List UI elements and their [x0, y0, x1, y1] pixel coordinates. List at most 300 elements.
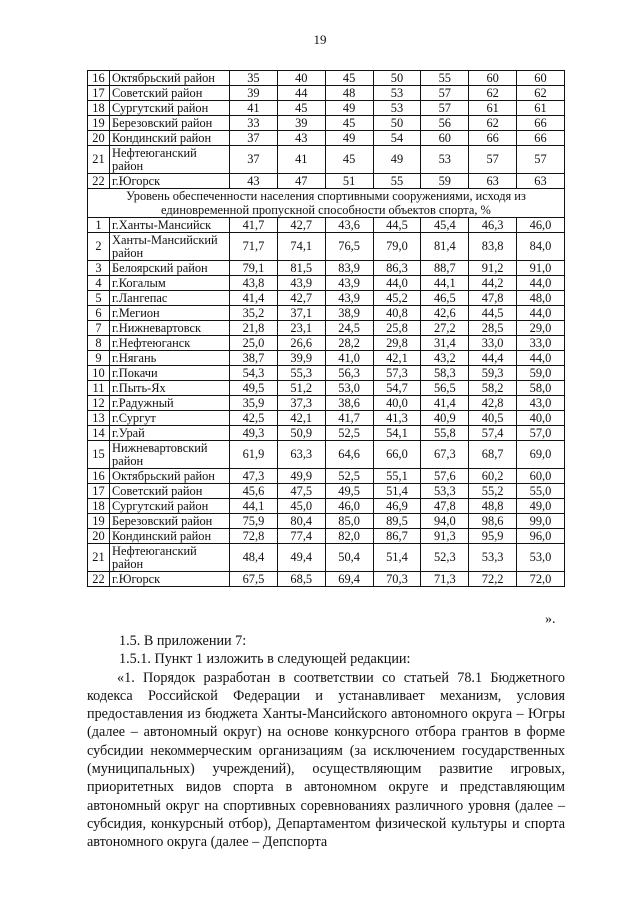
row-value: 45 [277, 101, 325, 116]
row-value: 79,1 [230, 261, 278, 276]
page-number: 19 [313, 32, 327, 47]
row-value: 53,0 [517, 544, 565, 572]
row-value: 57 [421, 101, 469, 116]
row-name: г.Нефтеюганск [110, 336, 230, 351]
row-value: 43,9 [277, 276, 325, 291]
table-row [88, 572, 565, 587]
row-value: 81,4 [421, 233, 469, 261]
row-value: 33 [230, 116, 278, 131]
row-value: 41,0 [325, 351, 373, 366]
table-row [88, 484, 565, 499]
row-value: 39 [230, 86, 278, 101]
row-value: 45,0 [277, 499, 325, 514]
row-value: 62 [469, 86, 517, 101]
row-value: 42,8 [469, 396, 517, 411]
row-value: 25,0 [230, 336, 278, 351]
row-value: 82,0 [325, 529, 373, 544]
row-value: 61 [469, 101, 517, 116]
row-value: 91,3 [421, 529, 469, 544]
row-name: г.Ханты-Мансийск [110, 218, 230, 233]
row-value: 96,0 [517, 529, 565, 544]
table-row [88, 174, 565, 189]
row-value: 53,0 [325, 381, 373, 396]
row-value: 53,3 [421, 484, 469, 499]
row-value: 72,0 [517, 572, 565, 587]
row-name: Сургутский район [110, 101, 230, 116]
row-value: 50 [373, 71, 421, 86]
row-number: 22 [88, 572, 110, 587]
row-value: 41,7 [230, 218, 278, 233]
row-value: 26,6 [277, 336, 325, 351]
row-name: г.Пыть-Ях [110, 381, 230, 396]
row-value: 99,0 [517, 514, 565, 529]
row-number: 20 [88, 131, 110, 146]
row-number: 18 [88, 101, 110, 116]
row-value: 69,0 [517, 441, 565, 469]
row-number: 17 [88, 484, 110, 499]
row-number: 15 [88, 441, 110, 469]
row-value: 37 [230, 146, 278, 174]
body-paragraph: «1. Порядок разработан в соответствии со статьей 78.1 Бюджетного кодекса Российской Федерации и устанавливает механизм, условия предоставления из бюджета Ханты-Мансийского автономного округа – Югры (далее – автономный округ) на основе конкурсного отбора грантов в форме субсидии некоммерческим организациям (за исключением государственных (муниципальных) учреждений), осуществляющим развитие игровых, приоритетных видов спорта в автономном округе и представляющим автономный округ на спортивных соревнованиях различного уровня (далее – субсидия, конкурсный отбор), Департаментом физической культуры и спорта автономного округа (далее – Депспорта [87, 669, 565, 851]
row-value: 45 [325, 71, 373, 86]
closing-quote: ». [545, 612, 556, 627]
row-value: 46,5 [421, 291, 469, 306]
row-value: 42,5 [230, 411, 278, 426]
row-value: 68,7 [469, 441, 517, 469]
row-name: Нефтеюганский район [110, 146, 230, 174]
row-value: 71,7 [230, 233, 278, 261]
table-row [88, 396, 565, 411]
row-value: 84,0 [517, 233, 565, 261]
row-value: 61,9 [230, 441, 278, 469]
row-number: 18 [88, 499, 110, 514]
row-name: Кондинский район [110, 529, 230, 544]
table-row [88, 529, 565, 544]
row-value: 53 [373, 86, 421, 101]
row-value: 28,5 [469, 321, 517, 336]
row-value: 24,5 [325, 321, 373, 336]
row-value: 21,8 [230, 321, 278, 336]
row-value: 86,7 [373, 529, 421, 544]
row-value: 55,8 [421, 426, 469, 441]
row-name: г.Урай [110, 426, 230, 441]
row-value: 44,0 [517, 276, 565, 291]
row-value: 49,9 [277, 469, 325, 484]
table-row [88, 411, 565, 426]
row-value: 60,2 [469, 469, 517, 484]
row-value: 95,9 [469, 529, 517, 544]
row-value: 44,0 [517, 306, 565, 321]
row-value: 91,0 [517, 261, 565, 276]
table-row [88, 426, 565, 441]
row-name: Октябрьский район [110, 469, 230, 484]
row-value: 43,2 [421, 351, 469, 366]
table-row [88, 469, 565, 484]
row-value: 55,2 [469, 484, 517, 499]
table-row [88, 321, 565, 336]
table-row [88, 381, 565, 396]
row-name: г.Мегион [110, 306, 230, 321]
row-value: 33,0 [517, 336, 565, 351]
row-number: 19 [88, 116, 110, 131]
row-value: 43,6 [325, 218, 373, 233]
row-value: 44,1 [421, 276, 469, 291]
row-value: 45,2 [373, 291, 421, 306]
row-name: Нижневартовский район [110, 441, 230, 469]
table-row [88, 261, 565, 276]
row-value: 25,8 [373, 321, 421, 336]
row-number: 2 [88, 233, 110, 261]
row-value: 37,1 [277, 306, 325, 321]
table-section [88, 189, 565, 218]
row-value: 57,6 [421, 469, 469, 484]
row-name: Ханты-Мансийский район [110, 233, 230, 261]
row-value: 44,1 [230, 499, 278, 514]
row-value: 48,8 [469, 499, 517, 514]
row-value: 63 [469, 174, 517, 189]
row-value: 56,3 [325, 366, 373, 381]
row-number: 7 [88, 321, 110, 336]
row-value: 42,1 [373, 351, 421, 366]
row-number: 9 [88, 351, 110, 366]
row-value: 49,3 [230, 426, 278, 441]
row-value: 41,7 [325, 411, 373, 426]
row-value: 56,5 [421, 381, 469, 396]
row-number: 16 [88, 71, 110, 86]
row-name: Нефтеюганский район [110, 544, 230, 572]
table-row [88, 218, 565, 233]
row-value: 46,0 [325, 499, 373, 514]
row-value: 43,0 [517, 396, 565, 411]
row-value: 40,0 [517, 411, 565, 426]
table-row [88, 544, 565, 572]
row-value: 35 [230, 71, 278, 86]
row-value: 83,9 [325, 261, 373, 276]
row-value: 57,3 [373, 366, 421, 381]
row-value: 37,3 [277, 396, 325, 411]
row-number: 17 [88, 86, 110, 101]
row-value: 40,9 [421, 411, 469, 426]
table-row [88, 116, 565, 131]
row-value: 39 [277, 116, 325, 131]
row-value: 55 [421, 71, 469, 86]
table-row [88, 306, 565, 321]
row-value: 41 [230, 101, 278, 116]
row-name: г.Лангепас [110, 291, 230, 306]
row-value: 75,9 [230, 514, 278, 529]
row-number: 20 [88, 529, 110, 544]
row-value: 49 [325, 131, 373, 146]
row-value: 67,5 [230, 572, 278, 587]
row-value: 43 [230, 174, 278, 189]
row-value: 52,5 [325, 426, 373, 441]
row-value: 46,0 [517, 218, 565, 233]
row-value: 53 [421, 146, 469, 174]
row-value: 81,5 [277, 261, 325, 276]
row-value: 49,4 [277, 544, 325, 572]
row-value: 27,2 [421, 321, 469, 336]
row-value: 29,0 [517, 321, 565, 336]
row-value: 44,0 [373, 276, 421, 291]
row-value: 35,9 [230, 396, 278, 411]
row-value: 55,3 [277, 366, 325, 381]
row-value: 57 [421, 86, 469, 101]
row-value: 63,3 [277, 441, 325, 469]
row-value: 69,4 [325, 572, 373, 587]
row-name: г.Югорск [110, 174, 230, 189]
table-row [88, 101, 565, 116]
row-value: 66,0 [373, 441, 421, 469]
row-value: 49,0 [517, 499, 565, 514]
row-value: 40 [277, 71, 325, 86]
row-value: 28,2 [325, 336, 373, 351]
table-row [88, 336, 565, 351]
body-line-1: 1.5. В приложении 7: [119, 633, 247, 649]
row-value: 60 [517, 71, 565, 86]
row-value: 41 [277, 146, 325, 174]
row-value: 47,3 [230, 469, 278, 484]
row-name: г.Сургут [110, 411, 230, 426]
row-value: 45 [325, 146, 373, 174]
row-value: 66 [469, 131, 517, 146]
row-value: 51,2 [277, 381, 325, 396]
row-value: 40,5 [469, 411, 517, 426]
row-value: 57,0 [517, 426, 565, 441]
row-value: 47,8 [421, 499, 469, 514]
row-number: 16 [88, 469, 110, 484]
row-value: 58,0 [517, 381, 565, 396]
row-value: 94,0 [421, 514, 469, 529]
section-title-row [88, 189, 565, 218]
indicators-table [87, 70, 565, 587]
row-value: 42,7 [277, 218, 325, 233]
row-value: 47,8 [469, 291, 517, 306]
row-value: 72,2 [469, 572, 517, 587]
table-row [88, 514, 565, 529]
table-row [88, 499, 565, 514]
row-value: 71,3 [421, 572, 469, 587]
row-value: 38,7 [230, 351, 278, 366]
table-row [88, 146, 565, 174]
row-number: 21 [88, 146, 110, 174]
row-number: 21 [88, 544, 110, 572]
table-top-rows [88, 71, 565, 189]
row-value: 67,3 [421, 441, 469, 469]
row-value: 60,0 [517, 469, 565, 484]
row-value: 45,4 [421, 218, 469, 233]
row-number: 3 [88, 261, 110, 276]
row-value: 70,3 [373, 572, 421, 587]
row-value: 31,4 [421, 336, 469, 351]
row-value: 60 [469, 71, 517, 86]
row-number: 14 [88, 426, 110, 441]
row-value: 42,7 [277, 291, 325, 306]
table-row [88, 86, 565, 101]
row-value: 45 [325, 116, 373, 131]
row-value: 48,4 [230, 544, 278, 572]
row-name: г.Югорск [110, 572, 230, 587]
row-value: 52,5 [325, 469, 373, 484]
row-value: 77,4 [277, 529, 325, 544]
row-value: 38,6 [325, 396, 373, 411]
row-value: 66 [517, 116, 565, 131]
row-value: 53,3 [469, 544, 517, 572]
row-value: 49,5 [325, 484, 373, 499]
row-value: 54,3 [230, 366, 278, 381]
section-title: Уровень обеспеченности населения спортивными сооружениями, исходя из единовременной пропускной способности объектов спорта, % [88, 189, 565, 218]
row-name: г.Радужный [110, 396, 230, 411]
row-value: 63 [517, 174, 565, 189]
row-value: 86,3 [373, 261, 421, 276]
row-value: 56 [421, 116, 469, 131]
table-row [88, 366, 565, 381]
row-value: 59,0 [517, 366, 565, 381]
row-value: 48 [325, 86, 373, 101]
row-value: 57,4 [469, 426, 517, 441]
row-number: 13 [88, 411, 110, 426]
row-number: 4 [88, 276, 110, 291]
row-value: 51 [325, 174, 373, 189]
row-value: 60 [421, 131, 469, 146]
row-value: 66 [517, 131, 565, 146]
row-value: 46,9 [373, 499, 421, 514]
row-value: 52,3 [421, 544, 469, 572]
row-value: 33,0 [469, 336, 517, 351]
row-value: 83,8 [469, 233, 517, 261]
row-number: 11 [88, 381, 110, 396]
row-value: 35,2 [230, 306, 278, 321]
row-value: 44,2 [469, 276, 517, 291]
row-value: 41,3 [373, 411, 421, 426]
row-value: 45,6 [230, 484, 278, 499]
row-name: Советский район [110, 484, 230, 499]
row-value: 58,3 [421, 366, 469, 381]
row-name: Советский район [110, 86, 230, 101]
row-name: г.Нижневартовск [110, 321, 230, 336]
row-value: 49,5 [230, 381, 278, 396]
row-value: 89,5 [373, 514, 421, 529]
row-value: 59,3 [469, 366, 517, 381]
row-number: 19 [88, 514, 110, 529]
row-value: 72,8 [230, 529, 278, 544]
row-value: 50,9 [277, 426, 325, 441]
row-value: 44,0 [517, 351, 565, 366]
row-value: 50,4 [325, 544, 373, 572]
row-value: 54,7 [373, 381, 421, 396]
row-name: г.Нягань [110, 351, 230, 366]
table-row [88, 131, 565, 146]
row-name: Белоярский район [110, 261, 230, 276]
row-value: 43,8 [230, 276, 278, 291]
row-name: Березовский район [110, 116, 230, 131]
row-value: 42,6 [421, 306, 469, 321]
row-number: 5 [88, 291, 110, 306]
row-value: 41,4 [230, 291, 278, 306]
row-number: 6 [88, 306, 110, 321]
table-row [88, 351, 565, 366]
row-name: Березовский район [110, 514, 230, 529]
row-value: 44 [277, 86, 325, 101]
row-value: 54,1 [373, 426, 421, 441]
row-value: 57 [469, 146, 517, 174]
table-row [88, 291, 565, 306]
row-value: 43 [277, 131, 325, 146]
row-value: 43,9 [325, 291, 373, 306]
row-value: 38,9 [325, 306, 373, 321]
table-row [88, 441, 565, 469]
row-value: 59 [421, 174, 469, 189]
row-value: 61 [517, 101, 565, 116]
row-value: 47,5 [277, 484, 325, 499]
row-number: 10 [88, 366, 110, 381]
row-value: 41,4 [421, 396, 469, 411]
row-value: 55,1 [373, 469, 421, 484]
row-value: 44,4 [469, 351, 517, 366]
row-value: 51,4 [373, 484, 421, 499]
row-value: 49 [325, 101, 373, 116]
row-value: 44,5 [469, 306, 517, 321]
row-value: 55,0 [517, 484, 565, 499]
row-name: Октябрьский район [110, 71, 230, 86]
row-value: 54 [373, 131, 421, 146]
row-value: 91,2 [469, 261, 517, 276]
row-value: 39,9 [277, 351, 325, 366]
row-value: 80,4 [277, 514, 325, 529]
row-name: Сургутский район [110, 499, 230, 514]
row-value: 23,1 [277, 321, 325, 336]
row-value: 29,8 [373, 336, 421, 351]
row-value: 64,6 [325, 441, 373, 469]
row-value: 42,1 [277, 411, 325, 426]
table-row [88, 276, 565, 291]
row-value: 53 [373, 101, 421, 116]
row-value: 74,1 [277, 233, 325, 261]
row-value: 43,9 [325, 276, 373, 291]
row-value: 88,7 [421, 261, 469, 276]
row-value: 85,0 [325, 514, 373, 529]
row-name: г.Когалым [110, 276, 230, 291]
row-number: 8 [88, 336, 110, 351]
table-row [88, 233, 565, 261]
table-row [88, 71, 565, 86]
row-value: 79,0 [373, 233, 421, 261]
row-name: Кондинский район [110, 131, 230, 146]
row-number: 12 [88, 396, 110, 411]
row-value: 76,5 [325, 233, 373, 261]
body-line-2: 1.5.1. Пункт 1 изложить в следующей редакции: [119, 651, 411, 668]
row-value: 50 [373, 116, 421, 131]
row-value: 47 [277, 174, 325, 189]
row-value: 51,4 [373, 544, 421, 572]
row-value: 58,2 [469, 381, 517, 396]
row-value: 57 [517, 146, 565, 174]
row-value: 55 [373, 174, 421, 189]
body-text [87, 632, 565, 852]
row-value: 37 [230, 131, 278, 146]
row-value: 44,5 [373, 218, 421, 233]
row-value: 49 [373, 146, 421, 174]
row-value: 62 [517, 86, 565, 101]
row-value: 68,5 [277, 572, 325, 587]
table-bottom-rows [88, 218, 565, 587]
row-number: 22 [88, 174, 110, 189]
row-value: 40,0 [373, 396, 421, 411]
row-number: 1 [88, 218, 110, 233]
row-value: 98,6 [469, 514, 517, 529]
row-value: 40,8 [373, 306, 421, 321]
row-value: 48,0 [517, 291, 565, 306]
row-value: 62 [469, 116, 517, 131]
